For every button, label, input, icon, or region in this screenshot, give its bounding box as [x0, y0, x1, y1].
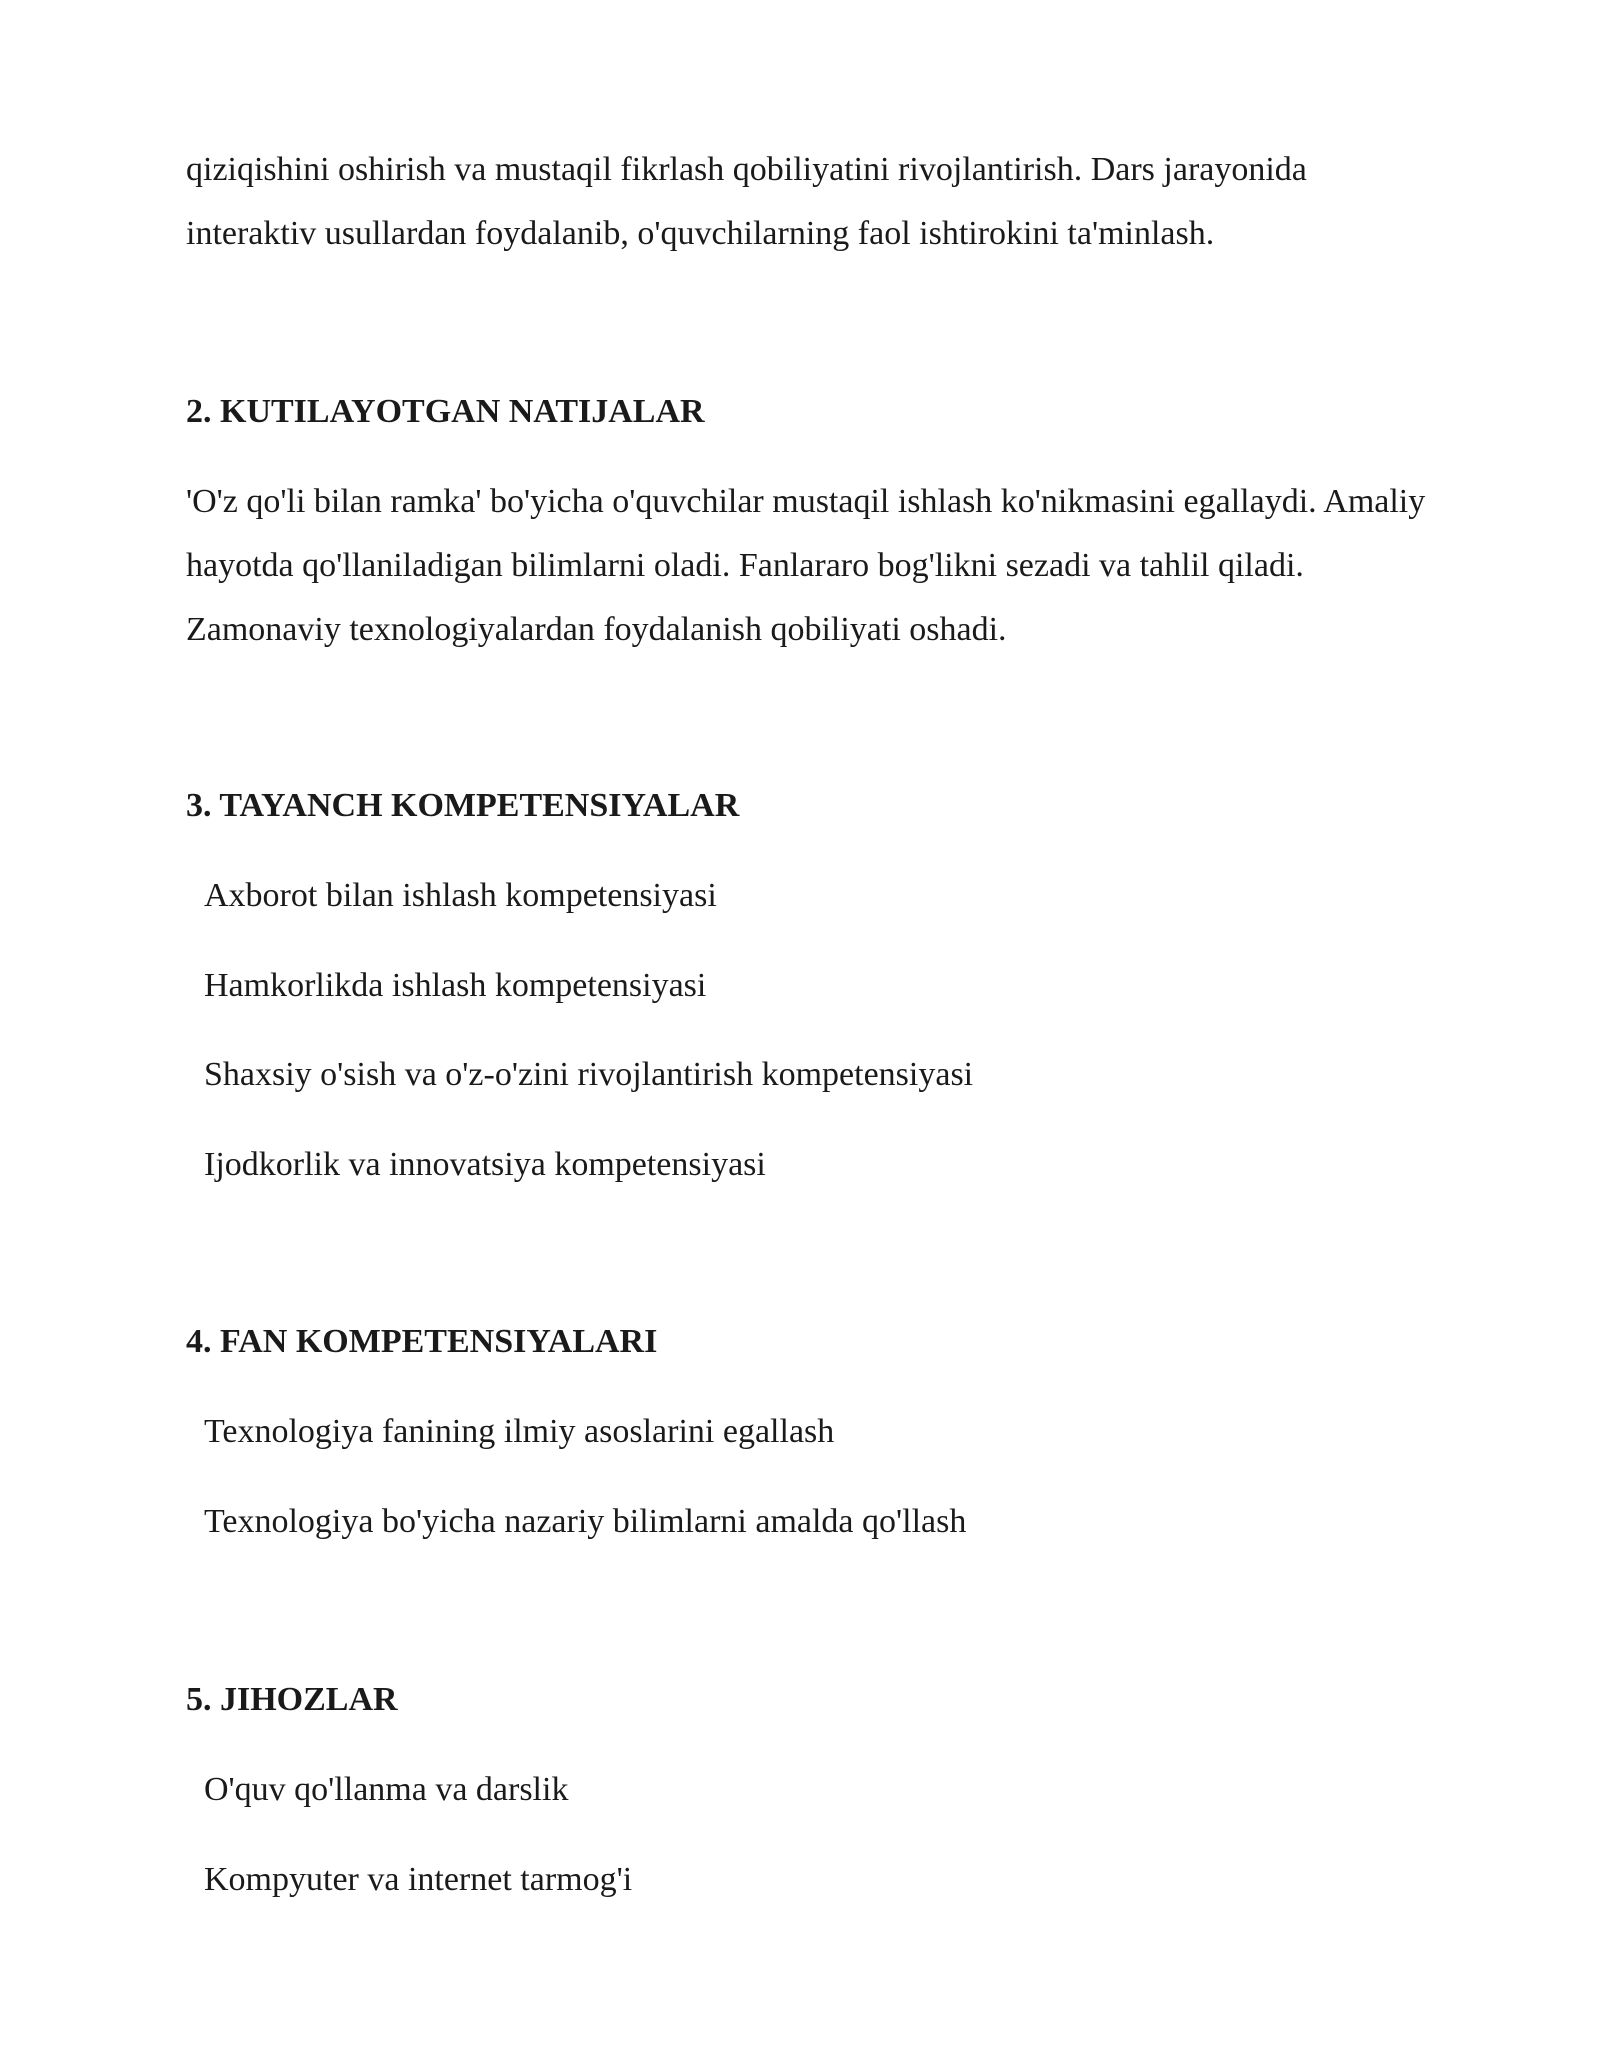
section-heading-tayanch: 3. TAYANCH KOMPETENSIYALAR: [186, 787, 740, 824]
intro-paragraph: qiziqishini oshirish va mustaqil fikrlash qobiliyatini rivojlantirish. Dars jarayonida interaktiv usullardan foydalanib, o'quvchilarning faol ishtirokini ta'minlash.: [186, 151, 1307, 252]
list-item: Axborot bilan ishlash kompetensiyasi: [204, 877, 717, 914]
list-item: Texnologiya bo'yicha nazariy bilimlarni amalda qo'llash: [204, 1503, 967, 1540]
list-item: O'quv qo'llanma va darslik: [204, 1771, 569, 1808]
list-item: Hamkorlikda ishlash kompetensiyasi: [204, 967, 707, 1004]
list-item: Texnologiya fanining ilmiy asoslarini egallash: [204, 1413, 835, 1450]
list-item: Ijodkorlik va innovatsiya kompetensiyasi: [204, 1146, 766, 1183]
list-item: Shaxsiy o'sish va o'z-o'zini rivojlantirish kompetensiyasi: [204, 1056, 974, 1093]
list-item: Kompyuter va internet tarmog'i: [204, 1861, 633, 1898]
section-heading-natijalar: 2. KUTILAYOTGAN NATIJALAR: [186, 393, 705, 430]
section-heading-fan: 4. FAN KOMPETENSIYALARI: [186, 1323, 658, 1360]
section-heading-jihozlar: 5. JIHOZLAR: [186, 1681, 398, 1718]
natijalar-paragraph: 'O'z qo'li bilan ramka' bo'yicha o'quvchilar mustaqil ishlash ko'nikmasini egallaydi. Amaliy hayotda qo'llaniladigan bilimlarni oladi. Fanlararo bog'likni sezadi va tahlil qiladi. Zamonaviy texnologiyalardan foydalanish qobiliyati oshadi.: [186, 483, 1426, 648]
